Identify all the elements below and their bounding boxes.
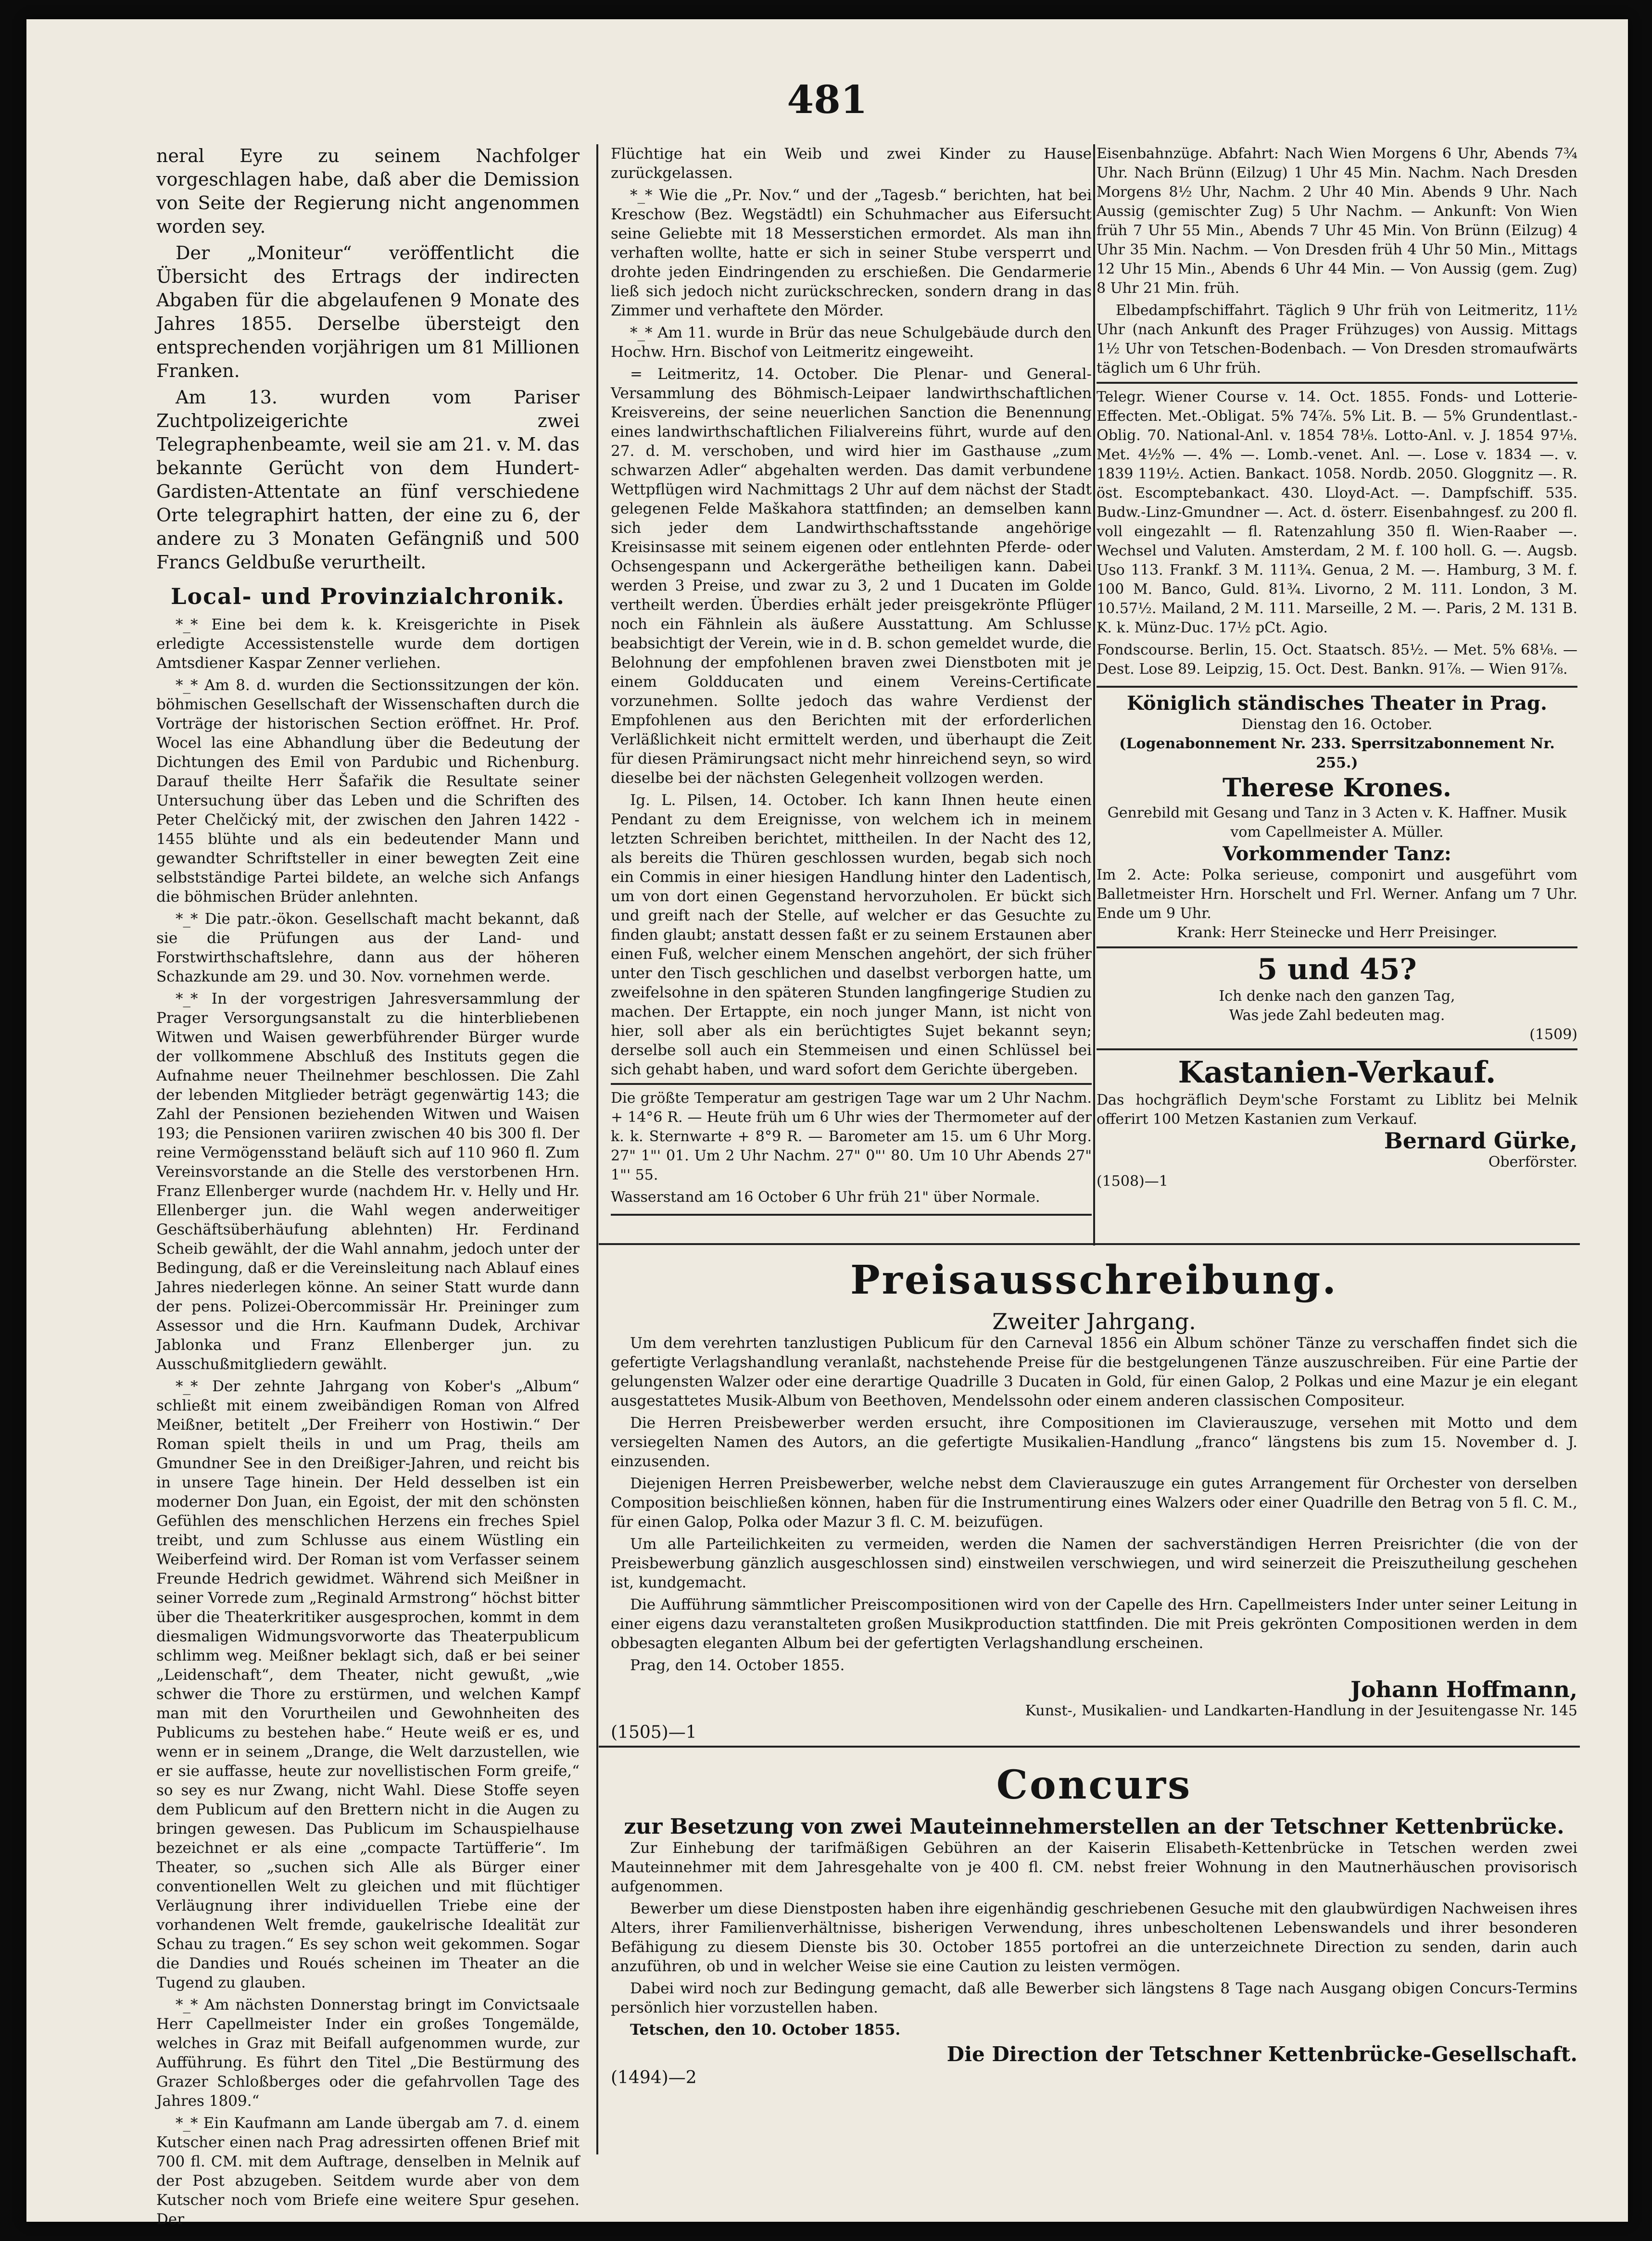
vienna-courses: Telegr. Wiener Course v. 14. Oct. 1855. Fonds- und Lotterie-Effecten. Met.-Obligat. 5% 74⅞. 5% Lit. B. — 5% Grundentlast.-Oblig. 70. National-Anl. v. 1854 78⅛. Lotto-Anl. v. J. 1854 97⅛. Met. 4½% —. 4% —. Lomb.-venet. Anl. —. Lose v. 1834 —. v. 1839 119½. Actien. Bankact. 1058. Nordb. 2050. Gloggnitz —. R. öst. Escomptebankact. 430. Lloyd-Act. —. Dampfschiff. 535. Budw.-Linz-Gmundner —. Act. d. österr. Eisenbahngesf. zu 200 fl. voll eingezahlt — fl. Ratenzahlung 350 fl. Wien-Raaber —. Wechsel und Valuten. Amsterdam, 2 M. f. 100 holl. G. —. Augsb. Uso 113. Frankf. 3 M. 111¾. Genua, 2 M. —. Hamburg, 3 M. f. 100 M. Banco, Guld. 81¾. Livorno, 2 M. 111. London, 3 M. 10.57½. Mailand, 2 M. 111. Marseille, 2 M. —. Paris, 2 M. 131 B. K. k. Münz-Duc. 17½ pCt. Agio. (1097, 389, 1577, 636)
concurs-signature: Die Direction der Tetschner Kettenbrücke-Gesellschaft. (946, 2042, 1577, 2066)
article-paragraph: neral Eyre zu seinem Nachfolger vorgeschlagen habe, daß aber die Demission von Seite der Regierung nicht angenommen worden sey. (156, 145, 580, 237)
ad-reference: (1494)—2 (611, 2068, 697, 2088)
news-item: *_* Am 11. wurde in Brür das neue Schulgebäude durch den Hochw. Hrn. Bischof von Leitmeritz eingeweiht. (611, 324, 1092, 361)
weather-report: Die größte Temperatur am gestrigen Tage war um 2 Uhr Nachm. + 14°6 R. — Heute früh um 6 Uhr wies der Thermometer auf der k. k. Sternwarte + 8°9 R. — Barometer am 15. um 6 Uhr Morg. 27" 1"' 01. Um 2 Uhr Nachm. 27" 0"' 80. Um 10 Uhr Abends 27" 1"' 55. (611, 1090, 1092, 1183)
prize-date: Prag, den 14. October 1855. (630, 1657, 845, 1674)
riddle-line: Was jede Zahl bedeuten mag. (1229, 1007, 1445, 1024)
ad-reference: (1508)—1 (1097, 1173, 1168, 1190)
theatre-title: Königlich ständisches Theater in Prag. (1127, 692, 1547, 715)
prize-signature-sub: Kunst-, Musikalien- und Landkarten-Handlung in der Jesuitengasse Nr. 145 (1025, 1702, 1577, 1719)
prize-paragraph: Um alle Parteilichkeiten zu vermeiden, werden die Namen der sachverständigen Herren Preisrichter (die von der Preisbewerbung gänzlich ausgeschlossen sind) einstweilen verschwiegen, und wird seinerzeit die Preiszutheilung geschehen ist, kundgemacht. (611, 1536, 1577, 1591)
prize-paragraph: Die Aufführung sämmtlicher Preiscompositionen wird von der Capelle des Hrn. Capellmeisters Inder unter seiner Leitung in einer eigens dazu veranstalteten großen Musikproduction stattfinden. Die mit Preis gekrönten Compositionen werden in dem obbesagten eleganten Album bei der gefertigten Verlagshandlung erscheinen. (611, 1596, 1577, 1652)
prize-paragraph: Diejenigen Herren Preisbewerber, welche nebst dem Clavierauszuge ein gutes Arrangement für Orchester von derselben Composition beischließen können, haben für die Instrumentirung eines Walzers oder einer Quadrille den Betrag von 5 fl. C. M., für einen Galop, Polka oder Mazur 3 fl. C. M. beizufügen. (611, 1475, 1577, 1531)
prize-title: Preisausschreibung. (850, 1257, 1338, 1303)
theatre-abonnement: (Logenabonnement Nr. 233. Sperrsitzabonnement Nr. 255.) (1119, 735, 1555, 771)
column-2 (611, 144, 1092, 1236)
dance-title: Vorkommender Tanz: (1223, 843, 1451, 865)
news-item: Ig. L. Pilsen, 14. October. Ich kann Ihnen heute einen Pendant zu dem Ereignisse, von welchem ich in meinem letzten Schreiben berichtet, mittheilen. In der Nacht des 12, als bereits die Thüren geschlossen wurden, begab sich noch ein Commis in einer hiesigen Handlung hinter den Ladentisch, um von dort einen Gegenstand hervorzuholen. Er bückt sich und greift nach der Stelle, auf welcher er das Gesuchte zu finden glaubt; anstatt dessen faßt er zu seinem Erstaunen aber einen Fuß, welcher einem Menschen angehört, der sich früher unter den Tisch geschlichen und daselbst verborgen hatte, um zweifelsohne in den späteren Stunden langfingerige Studien zu machen. Der Ertappte, ein noch junger Mann, ist nicht von hier, soll aber als ein berüchtigtes Sujet bekannt seyn; derselbe soll auch ein Stemmeisen und einen Schlüssel bei sich gehabt haben, und ward sofort dem Gerichte übergeben. (611, 792, 1092, 1078)
news-item: *_* Am nächsten Donnerstag bringt im Convictsaale Herr Capellmeister Inder ein großes Tongemälde, welches in Graz mit Beifall aufgenommen wurde, zur Aufführung. Es führt den Titel „Die Bestürmung des Grazer Schloßberges oder die gefahrvollen Tage des Jahres 1809.“ (156, 1996, 580, 2110)
rail-schedule: Eisenbahnzüge. Abfahrt: Nach Wien Morgens 6 Uhr, Abends 7¾ Uhr. Nach Brünn (Eilzug) 1 Uhr 45 Min. Nachm. Nach Dresden Morgens 8½ Uhr, Nachm. 2 Uhr 40 Min. Abends 9 Uhr. Nach Aussig (gemischter Zug) 5 Uhr Nachm. — Ankunft: Von Wien früh 7 Uhr 55 Min., Abends 7 Uhr 45 Min. Von Brünn (Eilzug) 4 Uhr 35 Min. Nachm. — Von Dresden früh 4 Uhr 50 Min., Mittags 12 Uhr 15 Min., Abends 6 Uhr 44 Min. — Von Aussig (gem. Zug) 8 Uhr 21 Min. früh. (1097, 145, 1577, 297)
chestnut-role: Oberförster. (1488, 1154, 1577, 1171)
news-item: *_* Ein Kaufmann am Lande übergab am 7. d. einem Kutscher einen nach Prag adressirten offenen Brief mit 700 fl. CM. mit dem Auftrage, denselben in Melnik auf der Post abzugeben. Seitdem wurde aber von dem Kutscher noch vom Briefe eine weitere Spur gesehen. Der (156, 2115, 580, 2228)
ad-reference: (1509) (1529, 1026, 1577, 1043)
article-paragraph: Am 13. wurden vom Pariser Zuchtpolizeigerichte zwei Telegraphenbeamte, weil sie am 21. v. M. das bekannte Gerücht von dem Hundert-Gardisten-Attentate an fünf verschiedene Orte telegraphirt hatten, der eine zu 6, der andere zu 3 Monaten Gefängniß und 500 Francs Geldbuße verurtheilt. (156, 387, 580, 573)
fonds-courses: Fondscourse. Berlin, 15. Oct. Staatsch. 85½. — Met. 5% 68⅛. — Dest. Lose 89. Leipzig, 15. Oct. Dest. Bankn. 91⅞. — Wien 91⅞. (1097, 642, 1577, 678)
water-level: Wasserstand am 16 October 6 Uhr früh 21" über Normale. (611, 1189, 1040, 1206)
concurs-paragraph: Dabei wird noch zur Bedingung gemacht, daß alle Bewerber sich längstens 8 Tage nach Ausgang obigen Concurs-Termins persönlich hier vorzustellen haben. (611, 1980, 1577, 2016)
news-item: *_* Eine bei dem k. k. Kreisgerichte in Pisek erledigte Accessistenstelle wurde dem dortigen Amtsdiener Kaspar Zenner verliehen. (156, 616, 580, 672)
ad-reference: (1505)—1 (611, 1723, 697, 1742)
weather-box (611, 1083, 1092, 1216)
news-item: Flüchtige hat ein Weib und zwei Kinder zu Hause zurückgelassen. (611, 145, 1092, 182)
exchange-rates (1097, 382, 1577, 688)
sick-notice: Krank: Herr Steinecke und Herr Preisinger. (1176, 924, 1498, 941)
concurs-date: Tetschen, den 10. October 1855. (630, 2021, 901, 2039)
news-item: *_* Am 8. d. wurden die Sectionssitzungen der kön. böhmischen Gesellschaft der Wissenschaften durch die Vorträge der historischen Section eröffnet. Hr. Prof. Wocel las eine Abhandlung über die Bedeutung der Dichtungen des Emil von Pardubic und Richenburg. Darauf theilte Herr Šafařik die Resultate seiner Untersuchung über das Leben und die Schriften des Peter Chelčický mit, der zwischen den Jahren 1422 - 1455 blühte und als ein bedeutender Mann und gewandter Schriftsteller in einer bewegten Zeit eine selbstständige Partei bildete, an welche sich Anfangs die böhmischen Brüder anlehnten. (156, 677, 580, 906)
prize-subtitle: Zweiter Jahrgang. (992, 1309, 1196, 1335)
prize-announcement (611, 1250, 1577, 1744)
play-description: Genrebild mit Gesang und Tanz in 3 Acten v. K. Haffner. Musik vom Capellmeister A. Müller. (1107, 805, 1567, 841)
chestnut-text: Das hochgräflich Deym'sche Forstamt zu Liblitz bei Melnik offerirt 100 Metzen Kastanien zum Verkauf. (1097, 1092, 1577, 1128)
news-item: *_* Wie die „Pr. Nov.“ und der „Tagesb.“ berichten, hat bei Kreschow (Bez. Wegstädtl) ein Schuhmacher aus Eifersucht seine Geliebte mit 18 Messerstichen ermordet. Als man ihn verhaften wollte, hatte er sich in seiner Stube versperrt und drohte jeden Eindringenden zu erschießen. Die Gendarmerie ließ sich jedoch nicht zurückschrecken, sondern drang in das Zimmer und verhaftete den Mörder. (611, 187, 1092, 319)
chestnut-signature: Bernard Gürke, (1384, 1128, 1577, 1154)
concurs-title: Concurs (996, 1762, 1192, 1808)
dance-description: Im 2. Acte: Polka serieuse, componirt und ausgeführt vom Balletmeister Hrn. Horschelt und Frl. Werner. Anfang um 7 Uhr. Ende um 9 Uhr. (1097, 867, 1577, 922)
column-3 (1097, 144, 1577, 1236)
prize-signature: Johann Hoffmann, (1350, 1676, 1577, 1702)
news-item: *_* Die patr.-ökon. Gesellschaft macht bekannt, daß sie die Prüfungen aus der Land- und Forstwirthschaftslehre, dann aus der höheren Schazkunde am 29. und 30. Nov. vornehmen werde. (156, 910, 580, 985)
news-item: *_* In der vorgestrigen Jahresversammlung der Prager Versorgungsanstalt zu die hinterbliebenen Witwen und Waisen gewerbführender Bürger wurde der vollkommene Abschluß des Instituts gegen die Aufnahme neuer Theilnehmer beschlossen. Die Zahl der lebenden Mitglieder beträgt gegenwärtig 143; die Zahl der Pensionen beziehenden Witwen und Waisen 193; die Pensionen variiren zwischen 40 bis 300 fl. Der reine Vermögensstand beläuft sich auf 110 960 fl. Zum Vereinsvorstande an die Stelle des verstorbenen Hrn. Franz Ellenberger wurde (nachdem Hr. v. Helly und Hr. Ellenberger jun. die Wahl wegen anderweitiger Geschäftsüberhäufung ablehnten) Hr. Ferdinand Scheib gewählt, der die Wahl annahm, jedoch unter der Bedingung, daß er die Vereinsleitung nach Ablauf eines Jahres niederlegen könne. An seiner Statt wurde dann der pens. Polizei-Obercommissär Hr. Preininger zum Assessor und die Hrn. Kaufmann Dudek, Archivar Jablonka und Franz Ellenberger jun. zu Ausschußmitgliedern gewählt. (156, 990, 580, 1373)
riddle-ad (1097, 946, 1577, 1050)
chestnut-title: Kastanien-Verkauf. (1178, 1055, 1496, 1090)
concurs-announcement (611, 1755, 1577, 2090)
page-number: 481 (787, 77, 868, 122)
column-rule-2 (1093, 144, 1095, 1246)
section-heading: Local- und Provinzialchronik. (171, 583, 565, 609)
riddle-line: Ich denke nach den ganzen Tag, (1219, 988, 1455, 1005)
concurs-paragraph: Bewerber um diese Dienstposten haben ihre eigenhändig geschriebenen Gesuche mit den glaubwürdigen Nachweisen ihres Alters, ihrer Familienverhältnisse, bisherigen Verwendung, ihres unbescholtenen Lebenswandels und ihrer besonderen Befähigung zu diesem Dienste bis 30. October 1855 portofrei an die unterzeichnete Direction zu senden, darin auch anzuführen, ob und in welcher Weise sie eine Caution zu leisten vermögen. (611, 1900, 1577, 1975)
newspaper-page (26, 19, 1628, 2228)
section-rule (599, 1243, 1580, 1245)
theatre-date: Dienstag den 16. October. (1241, 716, 1433, 733)
news-item: = Leitmeritz, 14. October. Die Plenar- und General-Versammlung des Böhmisch-Leipaer landwirthschaftlichen Kreisvereins, der seine neuerlichen Sanction die Benennung eines landwirthschaftlichen Filialvereins führt, wurde auf den 27. d. M. verschoben, und wird hier im Gasthause „zum schwarzen Adler“ abgehalten werden. Das damit verbundene Wettpflügen wird Nachmittags 2 Uhr auf dem nächst der Stadt gelegenen Felde Maškahora stattfinden; an demselben kann sich jeder dem Landwirthschaftsstande angehörige Kreisinsasse mit seinem eigenen oder entlehnten Pferde- oder Ochsengespann und Ackergeräthe betheiligen kann. Dabei werden 3 Preise, und zwar zu 3, 2 und 1 Ducaten im Golde vertheilt werden. Überdies erhält jeder preisgekrönte Pflüger noch ein Fähnlein als äußere Ausstattung. Am Schlusse beabsichtigt der Verein, wie in d. B. schon gemeldet wurde, die Belohnung der empfohlenen braven zwei Dienstboten mit je einem Goldducaten und einem Vereins-Certificate vorzunehmen. Sollte jedoch das wahre Verdienst der Empfohlenen aus den Berichten mit der erforderlichen Verläßlichkeit nicht ermittelt werden, und überhaupt die Zeit für diesen Prämirungsact nicht mehr hinreichend seyn, so wird dieselbe bei der nächsten Gelegenheit vollzogen werden. (611, 365, 1092, 787)
steamship-schedule: Elbedampfschiffahrt. Täglich 9 Uhr früh von Leitmeritz, 11½ Uhr (nach Ankunft des Prager Frühzuges) von Aussig. Mittags 1½ Uhr von Tetschen-Bodenbach. — Von Dresden stromaufwärts täglich um 6 Uhr früh. (1097, 302, 1577, 377)
column-rule-1 (596, 144, 598, 2154)
column-1 (156, 144, 580, 2228)
prize-paragraph: Um dem verehrten tanzlustigen Publicum für den Carneval 1856 ein Album schöner Tänze zu verschaffen findet sich die gefertigte Verlagshandlung veranlaßt, nachstehende Preise für die bestgelungenen Tänze auszuschreiben. Für eine Partie der gelungensten Walzer oder eine derartige Quadrille 3 Ducaten in Gold, für einen Galop, 2 Polkas und eine Mazur je ein elegant ausgestattetes Musik-Album von Beethoven, Mendelssohn oder einem anderen classischen Compositeur. (611, 1335, 1577, 1410)
concurs-paragraph: Zur Einhebung der tarifmäßigen Gebühren an der Kaiserin Elisabeth-Kettenbrücke in Tetschen werden zwei Mauteinnehmer mit dem Jahresgehalte von je 400 fl. CM. nebst freier Wohnung in den Mautnerhäuschen provisorisch aufgenommen. (611, 1839, 1577, 1895)
riddle-title: 5 und 45? (1257, 953, 1417, 986)
prize-paragraph: Die Herren Preisbewerber werden ersucht, ihre Compositionen im Clavierauszuge, versehen mit Motto und dem versiegelten Namen des Autors, an die gefertigte Musikalien-Handlung „franco“ längstens bis zum 15. November d. J. einzusenden. (611, 1414, 1577, 1470)
article-paragraph: Der „Moniteur“ veröffentlicht die Übersicht des Ertrags der indirecten Abgaben für die abgelaufenen 9 Monate des Jahres 1855. Derselbe übersteigt den entsprechenden vorjährigen um 81 Millionen Franken. (156, 242, 580, 381)
news-item: *_* Der zehnte Jahrgang von Kober's „Album“ schließt mit einem zweibändigen Roman von Alfred Meißner, betitelt „Der Freiherr von Hostiwin.“ Der Roman spielt theils in und um Prag, theils am Gmundner See in den Dreißiger-Jahren, und reicht bis in unsere Tage hinein. Der Held desselben ist ein moderner Don Juan, ein Egoist, der mit den schönsten Gefühlen des menschlichen Herzens ein freches Spiel treibt, und zum Schlusse aus einem Wüstling ein Weiberfeind wird. Der Roman ist vom Verfasser seinem Freunde Hedrich gewidmet. Während sich Meißner in seiner Vorrede zum „Reginald Armstrong“ höchst bitter über die Theaterkritiker ausgesprochen, kommt in dem diesmaligen Widmungsvorworte das Theaterpublicum schlimm weg. Meißner beklagt sich, daß er bei seiner „Leidenschaft“, dem Theater, nicht gewußt, „wie schwer die Thore zu erstürmen, und welchen Kampf man mit den Vorurtheilen und Gewohnheiten des Publicums zu bestehen habe.“ Heute weiß er es, und wenn er in seinem „Drange, die Welt darzustellen, wie er sie auffasse, heute zur novellistischen Form greife,“ so sey es nur Zwang, nicht Wahl. Diese Stoffe seyen dem Publicum auf den Brettern nicht in die Augen zu bringen gewesen. Das Publicum im Schauspielhause bezeichnet er als eine „compacte Tartüfferie“. Im Theater, so „suchen sich Alle als Bürger einer conventionellen Welt zu gleichen und mit flüchtiger Verläugnung ihrer individuellen Triebe eine der vorhandenen Welt fremde, gaukelrische Idealität zur Schau zu tragen.“ Es sey schon weit gekommen. Sogar die Dandies und Roués scheinen im Theater an die Tugend zu glauben. (156, 1378, 580, 1991)
section-rule-2 (599, 1746, 1580, 1748)
play-title: Therese Krones. (1222, 773, 1452, 803)
concurs-subtitle: zur Besetzung von zwei Mauteinnehmerstellen an der Tetschner Kettenbrücke. (624, 1814, 1564, 1839)
